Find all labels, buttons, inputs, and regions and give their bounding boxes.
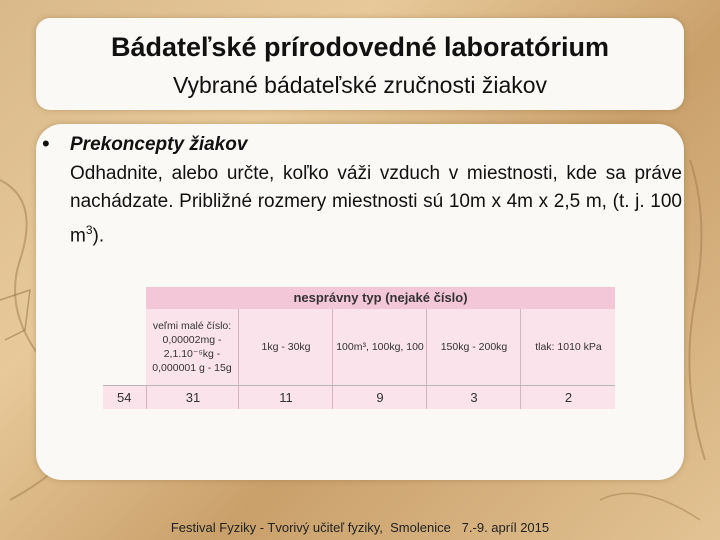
footer-label: Festival Fyziky - Tvorivý učiteľ fyziky, Smolenice 7.-9. apríl 2015 (170, 520, 550, 535)
results-table (103, 287, 615, 408)
table-header: nesprávny typ (nejaké číslo) (146, 287, 615, 309)
table-cell-count: 3 (426, 386, 521, 409)
table-cell-count: 9 (332, 386, 427, 409)
table-row-answers (146, 309, 615, 385)
table-cell-answer: 150kg - 200kg (426, 309, 521, 385)
table-row-counts (103, 385, 615, 409)
paragraph-text: Odhadnite, alebo určte, koľko váži vzduch v miestnosti, kde sa práve nachádzate. Približné rozmery miestnosti sú 10m x 4m x 2,5 m, (t. j. 100 m (70, 163, 682, 247)
question-paragraph (70, 160, 682, 250)
paragraph-superscript: 3 (85, 223, 93, 237)
bullet-marker: • (42, 131, 50, 156)
table-cell-count: 11 (238, 386, 333, 409)
footer-text (0, 520, 720, 535)
table-cell-count: 54 (117, 390, 132, 405)
table-cell-answer: veľmi malé číslo: 0,00002mg - 2,1.10⁻⁵kg - 0,000001 g - 15g (152, 320, 232, 374)
table-cell-count: 31 (146, 386, 239, 409)
table-cell-answer: 100m³, 100kg, 100 (332, 309, 427, 385)
paragraph-end: ). (92, 225, 105, 247)
table-cell-count: 2 (520, 386, 616, 409)
slide-subtitle: Vybrané bádateľské zručnosti žiakov (172, 72, 548, 98)
title-panel (36, 18, 684, 110)
bullet-heading: Prekoncepty žiakov (70, 134, 248, 155)
slide-title: Bádateľské prírodovedné laboratórium (110, 32, 610, 62)
table-cell-answer: tlak: 1010 kPa (520, 309, 616, 385)
table-cell-answer: 1kg - 30kg (238, 309, 333, 385)
